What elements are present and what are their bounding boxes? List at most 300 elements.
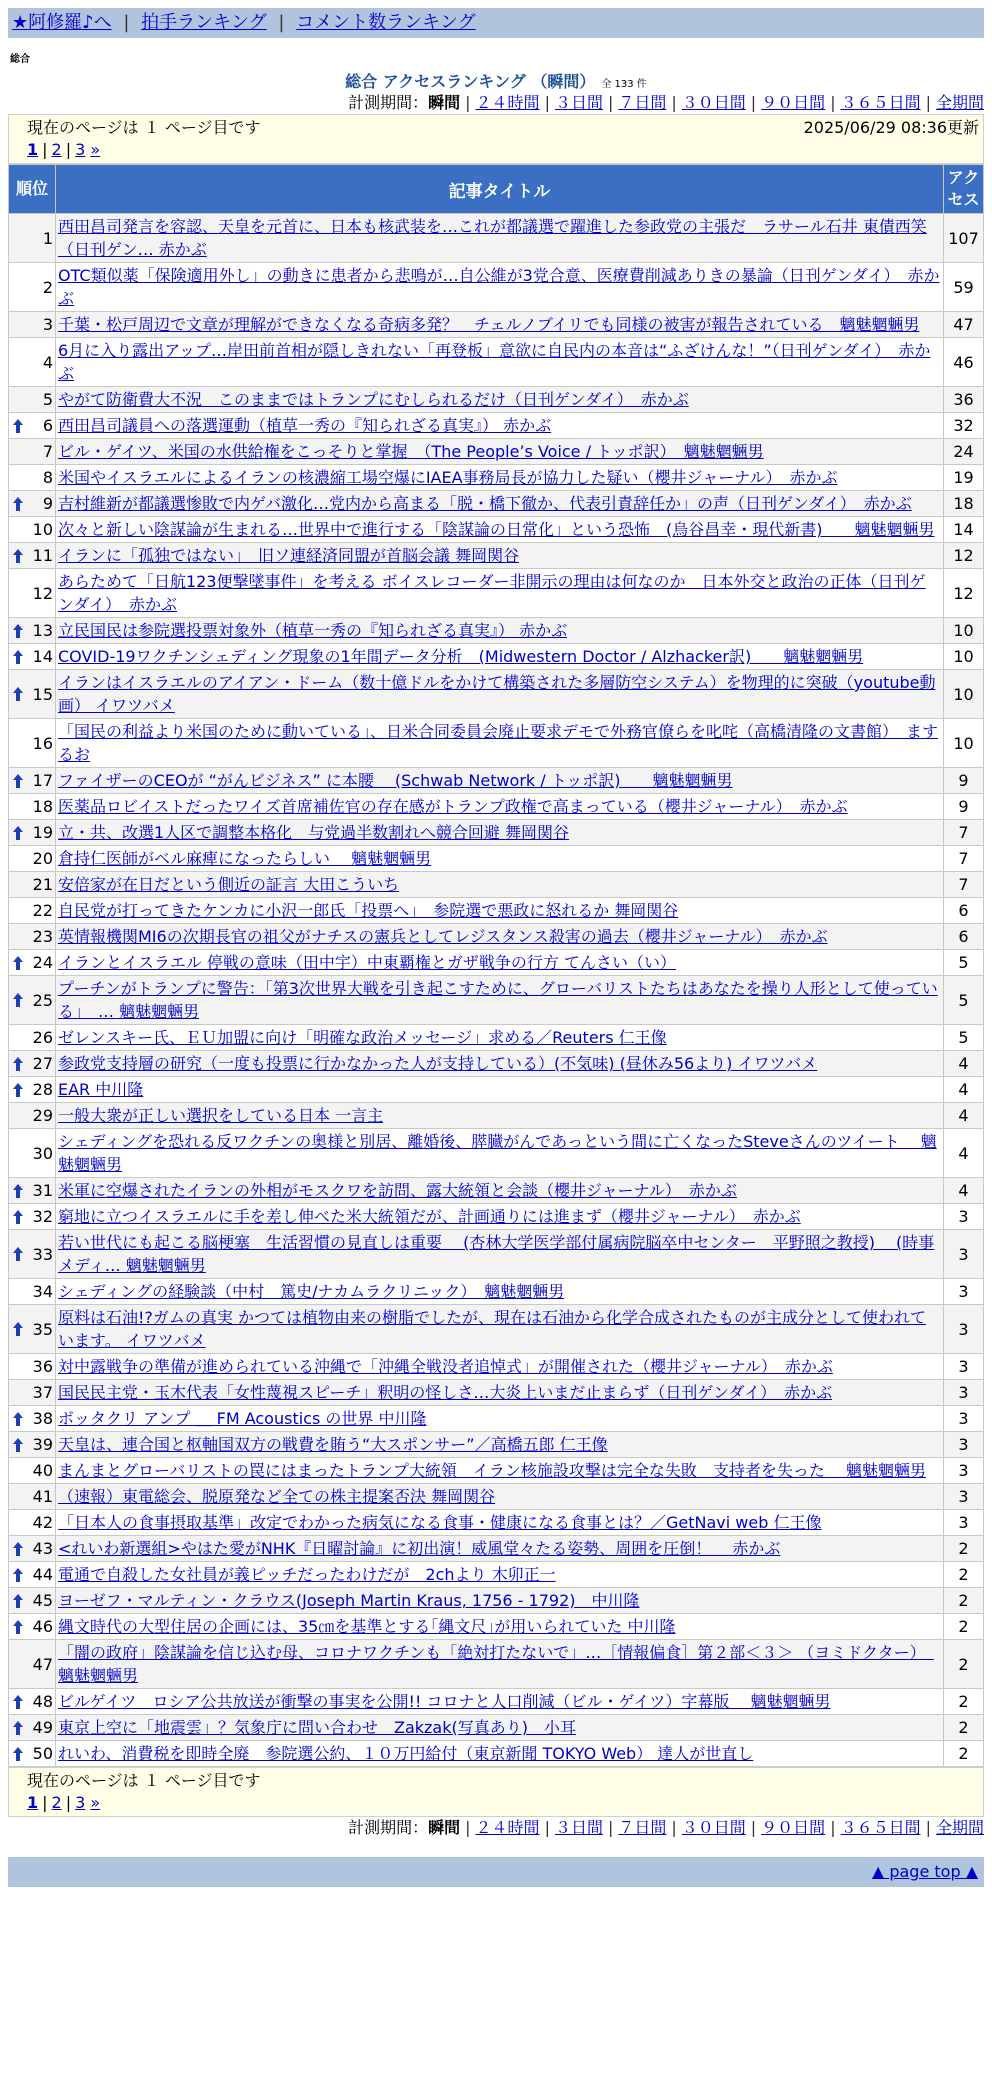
rank-cell [9,543,56,569]
article-link[interactable]: 若い世代にも起こる脳梗塞 生活習慣の見直しは重要 (杏林大学医学部付属病院脳卒中センター 平野照之教授) (時事メディ… 魑魅魍魎男 [58,1233,935,1275]
article-link[interactable]: 電通で自殺した女社員が義ピッチだったわけだが 2chより 木卯正一 [58,1565,556,1584]
title-cell [56,1432,944,1458]
table-row [9,1536,984,1562]
article-link[interactable]: 東京上空に「地震雲」？気象庁に問い合わせ Zakzak(写真あり) 小耳 [58,1718,576,1737]
title-cell [56,1051,944,1077]
up-arrow-icon [12,1321,24,1337]
period-link[interactable]: ７日間 [618,1818,667,1837]
access-count: 3 [944,1458,984,1484]
table-row [9,820,984,846]
article-link[interactable]: 自民党が打ってきたケンカに小沢一郎氏「投票へ」 参院選で悪政に怒れるか 舞岡関谷 [58,901,679,920]
article-link[interactable]: 医薬品ロビイストだったワイズ首席補佐官の存在感がトランプ政権で高まっている（櫻井ジャーナル） 赤かぶ [58,797,848,816]
period-link[interactable]: ９０日間 [761,93,826,112]
rank-number: 11 [32,546,53,565]
rank-cell [9,569,56,618]
rank-number: 21 [32,875,53,894]
period-separator: | [671,1818,677,1837]
rank-cell [9,719,56,768]
period-separator: | [465,1818,471,1837]
access-count: 14 [944,517,984,543]
table-row [9,1741,984,1767]
access-count: 3 [944,1432,984,1458]
title-cell [56,924,944,950]
rank-number: 46 [32,1617,53,1636]
pager-separator: | [65,140,72,159]
period-separator: | [750,1818,757,1837]
access-count: 3 [944,1510,984,1536]
next-page-link[interactable]: » [90,140,101,159]
access-count: 7 [944,872,984,898]
article-link[interactable]: 「国民の利益より米国のために動いている」、日米合同委員会廃止要求デモで外務官僚らを叱咤（高橋清隆の文書館） まするお [58,722,939,764]
rank-number: 34 [32,1282,53,1301]
article-link[interactable]: シェディングを恐れる反ワクチンの奥様と別居、離婚後、膵臓がんであっという間に亡くなったSteveさんのツイート 魑魅魍魎男 [58,1132,937,1174]
rank-number: 10 [32,520,53,539]
page-link[interactable]: 1 [27,1793,39,1812]
up-arrow-icon [12,773,24,789]
article-link[interactable]: イランとイスラエル 停戦の意味（田中宇）中東覇権とガザ戦争の行方 てんさい（い） [58,953,677,972]
period-separator: | [830,1818,836,1837]
rank-cell [9,1406,56,1432]
rank-number: 49 [32,1718,53,1737]
title-cell [56,1380,944,1406]
table-row [9,950,984,976]
table-row [9,1204,984,1230]
rank-cell [9,1279,56,1305]
home-link[interactable]: ★阿修羅♪へ [12,12,112,33]
updated-timestamp: 2025/06/29 08:36更新 [803,118,979,137]
period-separator: | [925,1818,931,1837]
table-row [9,1305,984,1354]
nav-separator: | [278,12,285,33]
rank-number: 35 [32,1319,53,1339]
access-count: 4 [944,1129,984,1178]
article-link[interactable]: 原料は石油!?ガムの真実 かつては植物由来の樹脂でしたが、現在は石油から化学合成されたものが主成分として使われています。 イワツバメ [58,1308,926,1350]
table-row [9,768,984,794]
table-row [9,1230,984,1279]
rank-number: 38 [32,1409,53,1428]
access-count: 2 [944,1741,984,1767]
period-label: 計測期間： [348,1818,429,1837]
access-count: 10 [944,719,984,768]
period-link[interactable]: 全期間 [935,1818,984,1837]
title-cell [56,794,944,820]
table-row [9,214,984,263]
article-link[interactable]: プーチンがトランプに警告：「第3次世界大戦を引き起こすために、グローバリストたちはあなたを操り人形として使っている」 … 魑魅魍魎男 [58,979,938,1021]
rank-number: 1 [42,228,53,248]
rank-number: 44 [32,1565,53,1584]
title-cell [56,1178,944,1204]
article-link[interactable]: 窮地に立つイスラエルに手を差し伸べた米大統領だが、計画通りには進まず（櫻井ジャーナル） 赤かぶ [58,1207,801,1226]
period-link[interactable]: 全期間 [935,93,984,112]
article-link[interactable]: 英情報機関MI6の次期長官の祖父がナチスの憲兵としてレジスタンス殺害の過去（櫻井ジャーナル） 赤かぶ [58,927,828,946]
table-row [9,1614,984,1640]
rank-cell [9,1741,56,1767]
access-count: 2 [944,1640,984,1689]
rank-number: 13 [32,621,53,640]
access-count: 6 [944,924,984,950]
period-separator: | [830,93,836,112]
nav-separator: | [123,12,130,33]
article-link[interactable]: 立民国民は参院選投票対象外（植草一秀の『知られざる真実』） 赤かぶ [58,621,568,640]
article-link[interactable]: イランはイスラエルのアイアン・ドーム（数十億ドルをかけて構築された多層防空システム）を物理的に突破（youtube動画） イワツバメ [58,673,936,715]
title-cell [56,1077,944,1103]
access-count: 7 [944,846,984,872]
title-cell [56,1536,944,1562]
up-arrow-icon [12,1593,24,1609]
access-count: 2 [944,1562,984,1588]
table-row [9,439,984,465]
rank-number: 50 [32,1744,53,1763]
rank-cell [9,924,56,950]
title-cell [56,1204,944,1230]
up-arrow-icon [12,1209,24,1225]
page-link[interactable]: 2 [51,1793,62,1812]
rank-cell [9,644,56,670]
access-count: 4 [944,1051,984,1077]
period-selector [8,92,984,114]
rank-number: 14 [32,647,53,666]
period-link[interactable]: ２４時間 [475,1818,540,1837]
article-link[interactable]: 西田昌司議員への落選運動（植草一秀の『知られざる真実』） 赤かぶ [58,416,552,435]
access-count: 24 [944,439,984,465]
up-arrow-icon [12,1411,24,1427]
period-link[interactable]: ３日間 [554,93,603,112]
up-arrow-icon [12,1720,24,1736]
rank-cell [9,465,56,491]
period-link[interactable]: ３０日間 [681,1818,746,1837]
table-row [9,1103,984,1129]
title-cell [56,1510,944,1536]
rank-number: 16 [32,733,53,753]
rank-cell [9,1230,56,1279]
rank-number: 30 [32,1143,53,1163]
article-link[interactable]: 立・共、改選1人区で調整本格化 与党過半数割れへ競合回避 舞岡関谷 [58,823,569,842]
rank-cell [9,1640,56,1689]
rank-cell [9,439,56,465]
page-link[interactable]: 2 [51,140,62,159]
rank-number: 25 [32,990,53,1010]
comment-ranking-link[interactable]: コメント数ランキング [296,12,476,33]
article-link[interactable]: ファイザーのCEOが “がんビジネス” に本腰 (Schwab Network / トッポ訳) 魑魅魍魎男 [58,771,733,790]
article-link[interactable]: ボッタクリ アンプ ＿ FM Acoustics の世界 中川隆 [58,1409,427,1428]
rank-cell [9,1051,56,1077]
period-separator: | [750,93,757,112]
access-count: 47 [944,312,984,338]
page-link[interactable]: 3 [75,1793,86,1812]
up-arrow-icon [12,649,24,665]
page-top-link[interactable]: ▲ page top ▲ [871,1862,978,1881]
rank-cell [9,1689,56,1715]
up-arrow-icon [12,1567,24,1583]
rank-cell [9,1077,56,1103]
access-count: 10 [944,644,984,670]
period-separator: | [465,93,471,112]
rank-number: 2 [42,277,53,297]
table-row [9,1129,984,1178]
category-label: 総合 [10,54,30,65]
period-separator: | [607,1818,614,1837]
title-cell [56,1458,944,1484]
table-row [9,1279,984,1305]
title-cell [56,1103,944,1129]
applause-ranking-link[interactable]: 拍手ランキング [141,12,267,33]
title-cell [56,768,944,794]
rank-cell [9,1536,56,1562]
up-arrow-icon [12,1082,24,1098]
table-row [9,1051,984,1077]
table-row [9,491,984,517]
article-link[interactable]: シェディングの経験談（中村 篤史/ナカムラクリニック） 魑魅魍魎男 [58,1282,565,1301]
table-row [9,387,984,413]
access-count: 2 [944,1689,984,1715]
rank-number: 26 [32,1028,53,1047]
period-link[interactable]: ３０日間 [681,93,746,112]
access-count: 4 [944,1077,984,1103]
table-row [9,338,984,387]
title-cell [56,618,944,644]
table-row [9,976,984,1025]
title-cell [56,976,944,1025]
rank-number: 28 [32,1080,53,1099]
table-row [9,794,984,820]
access-count: 12 [944,543,984,569]
table-row [9,1354,984,1380]
rank-cell [9,1510,56,1536]
table-row [9,1406,984,1432]
rank-cell [9,1305,56,1354]
article-link[interactable]: 参政党支持層の研究（一度も投票に行かなかった人が支持している）(不気味) (昼休み56より) イワツバメ [58,1054,818,1073]
rank-cell [9,1354,56,1380]
title-cell [56,872,944,898]
rank-cell [9,1588,56,1614]
up-arrow-icon [12,418,24,434]
article-link[interactable]: れいわ、消費税を即時全廃 参院選公約、１０万円給付（東京新聞 TOKYO Web） 達人が世直し [58,1744,754,1763]
col-rank-header: 順位 [9,165,56,214]
period-link[interactable]: ２４時間 [475,93,540,112]
rank-cell [9,1129,56,1178]
access-count: 3 [944,1204,984,1230]
rank-cell [9,846,56,872]
title-cell [56,644,944,670]
rank-number: 48 [32,1692,53,1711]
table-row [9,465,984,491]
title-cell [56,1614,944,1640]
title-cell [56,517,944,543]
rank-number: 27 [32,1054,53,1073]
access-count: 5 [944,950,984,976]
access-count: 3 [944,1279,984,1305]
article-link[interactable]: 「闇の政府」陰謀論を信じ込む母、コロナワクチンも「絶対打たないで」…［情報偏食］第２部＜３＞ （ヨミドクター） 魑魅魍魎男 [58,1643,934,1685]
rank-number: 31 [32,1181,53,1200]
access-count: 107 [944,214,984,263]
table-row [9,644,984,670]
article-link[interactable]: 安倍家が在日だという側近の証言 大田こういち [58,875,400,894]
page-link[interactable]: 1 [27,140,39,159]
table-row [9,846,984,872]
title-cell [56,1640,944,1689]
table-row [9,1588,984,1614]
article-link[interactable]: ビル・ゲイツ、米国の水供給権をこっそりと掌握 （The People’s Voice / トッポ訳） 魑魅魍魎男 [58,442,764,461]
title-cell [56,1129,944,1178]
rank-number: 15 [32,684,53,704]
article-link[interactable]: 米国やイスラエルによるイランの核濃縮工場空爆にIAEA事務局長が協力した疑い（櫻井ジャーナル） 赤かぶ [58,468,838,487]
access-count: 2 [944,1536,984,1562]
article-link[interactable]: イランに「孤独ではない」 旧ソ連経済同盟が首脳会議 舞岡関谷 [58,546,520,565]
footer-bar [8,1857,984,1887]
table-row [9,1025,984,1051]
rank-cell [9,1562,56,1588]
period-label: 計測期間： [348,93,429,112]
article-link[interactable]: OTC類似薬「保険適用外し」の動きに患者から悲鳴が…自公維が3党合意、医療費削減ありきの暴論（日刊ゲンダイ） 赤かぶ [58,266,940,308]
table-row [9,1640,984,1689]
access-count: 3 [944,1354,984,1380]
article-link[interactable]: まんまとグローバリストの罠にはまったトランプ大統領 イラン核施設攻撃は完全な失敗 支持者を失った 魑魅魍魎男 [58,1461,926,1480]
pager [27,139,981,161]
rank-cell [9,517,56,543]
rank-number: 23 [32,927,53,946]
rank-number: 47 [32,1654,53,1674]
access-count: 10 [944,670,984,719]
article-link[interactable]: 倉持仁医師がベル麻痺になったらしい 魑魅魍魎男 [58,849,432,868]
title-cell [56,1715,944,1741]
period-separator: | [671,93,677,112]
rank-cell [9,1458,56,1484]
period-link[interactable]: ３日間 [554,1818,603,1837]
rank-cell [9,1432,56,1458]
rank-cell [9,338,56,387]
article-link[interactable]: 千葉・松戸周辺で文章が理解ができなくなる奇病多発？ チェルノブイリでも同様の被害が報告されている 魑魅魍魎男 [58,315,920,334]
up-arrow-icon [12,1183,24,1199]
article-link[interactable]: 天皇は、連合国と枢軸国双方の戦費を賄う“大スポンサー”／高橋五郎 仁王像 [58,1435,608,1454]
access-count: 12 [944,569,984,618]
access-count: 3 [944,1484,984,1510]
table-header-row [9,165,984,214]
page-title: 総合 アクセスランキング （瞬間） [345,72,596,91]
rank-number: 29 [32,1106,53,1125]
article-link[interactable]: 「日本人の食事摂取基準」改定でわかった病気になる食事・健康になる食事とは？／GetNavi web 仁王像 [58,1513,822,1532]
rank-cell [9,794,56,820]
article-link[interactable]: 次々と新しい陰謀論が生まれる…世界中で進行する「陰謀論の日常化」という恐怖 (烏谷昌幸・現代新書) 魑魅魍魎男 [58,520,935,539]
table-row [9,543,984,569]
article-link[interactable]: 米軍に空爆されたイランの外相がモスクワを訪問、露大統領と会談（櫻井ジャーナル） 赤かぶ [58,1181,737,1200]
table-row [9,517,984,543]
table-row [9,1432,984,1458]
title-cell [56,1230,944,1279]
article-link[interactable]: ビルゲイツ ロシア公共放送が衝撃の事実を公開!! コロナと人口削減（ビル・ゲイツ）字幕版 魑魅魍魎男 [58,1692,831,1711]
rank-number: 7 [42,442,53,461]
article-link[interactable]: COVID-19ワクチンシェディング現象の1年間データ分析 (Midwestern Doctor / Alzhacker訳) 魑魅魍魎男 [58,647,864,666]
article-link[interactable]: 吉村維新が都議選惨敗で内ゲバ激化…党内から高まる「脱・橋下徹か、代表引責辞任か」の声（日刊ゲンダイ） 赤かぶ [58,494,912,513]
rank-number: 6 [42,416,53,435]
page-info-bottom [8,1767,984,1817]
col-access-header: アクセス [944,165,984,214]
title-cell [56,1588,944,1614]
period-link[interactable]: ３６５日間 [840,1818,921,1837]
table-row [9,1077,984,1103]
title-cell [56,491,944,517]
rank-number: 40 [32,1461,53,1480]
article-link[interactable]: EAR 中川隆 [58,1080,144,1099]
title-cell [56,719,944,768]
article-link[interactable]: あらためて「日航123便撃墜事件」を考える ボイスレコーダー非開示の理由は何なのか 日本外交と政治の正体（日刊ゲンダイ） 赤かぶ [58,572,926,614]
article-link[interactable]: 国民民主党・玉木代表「女性蔑視スピーチ」釈明の怪しさ…大炎上いまだ止まらず（日刊ゲンダイ） 赤かぶ [58,1383,833,1402]
period-selector [8,1817,984,1839]
up-arrow-icon [12,1437,24,1453]
rank-number: 22 [32,901,53,920]
up-arrow-icon [12,686,24,702]
rank-cell [9,820,56,846]
access-count: 3 [944,1305,984,1354]
period-current: 瞬間 [428,1818,461,1837]
table-row [9,719,984,768]
table-row [9,1510,984,1536]
up-arrow-icon [12,1746,24,1762]
title-cell [56,846,944,872]
period-link[interactable]: ９０日間 [761,1818,826,1837]
article-link[interactable]: ゼレンスキー氏、ＥＵ加盟に向け「明確な政治メッセージ」求める／Reuters 仁王像 [58,1028,667,1047]
article-link[interactable]: 対中露戦争の準備が進められている沖縄で「沖縄全戦没者追悼式」が開催された（櫻井ジャーナル） 赤かぶ [58,1357,833,1376]
rank-number: 37 [32,1383,53,1402]
page-link[interactable]: 3 [75,140,86,159]
rank-number: 9 [42,494,53,513]
table-row [9,1380,984,1406]
title-cell [56,214,944,263]
title-cell [56,312,944,338]
period-link[interactable]: ７日間 [618,93,667,112]
access-count: 6 [944,898,984,924]
title-cell [56,387,944,413]
rank-cell [9,950,56,976]
access-count: 9 [944,794,984,820]
access-count: 5 [944,976,984,1025]
title-cell [56,1025,944,1051]
article-link[interactable]: ヨーゼフ・マルティン・クラウス(Joseph Martin Kraus, 1756 - 1792) 中川隆 [58,1591,640,1610]
period-link[interactable]: ３６５日間 [840,93,921,112]
table-row [9,1458,984,1484]
rank-cell [9,1204,56,1230]
title-cell [56,1406,944,1432]
article-link[interactable]: （速報）東電総会、脱原発など全ての株主提案否決 舞岡関谷 [58,1487,496,1506]
up-arrow-icon [12,992,24,1008]
article-link[interactable]: やがて防衛費大不況 このままではトランプにむしられるだけ（日刊ゲンダイ） 赤かぶ [58,390,689,409]
rank-number: 39 [32,1435,53,1454]
up-arrow-icon [12,1541,24,1557]
pager-separator: | [42,140,48,159]
rank-cell [9,1614,56,1640]
next-page-link[interactable]: » [90,1793,101,1812]
article-link[interactable]: 西田昌司発言を容認、天皇を元首に、日本も核武装を…これが都議選で躍進した参政党の主張だ ラサール石井 東債西笑（日刊ゲン… 赤かぶ [58,217,927,259]
article-link[interactable]: 6月に入り露出アップ…岸田前首相が隠しきれない「再登板」意欲に自民内の本音は“ふざけんな！”（日刊ゲンダイ） 赤かぶ [58,341,931,383]
rank-number: 8 [42,468,53,487]
article-link[interactable]: 一般大衆が正しい選択をしている日本 一言主 [58,1106,384,1125]
article-link[interactable]: <れいわ新選組>やはた愛がNHK『日曜討論』に初出演！威風堂々たる姿勢、周囲を圧倒！ 赤かぶ [58,1539,781,1558]
article-link[interactable]: 縄文時代の大型住居の企画には、35㎝を基準とする｢縄文尺｣が用いられていた 中川隆 [58,1617,676,1636]
rank-cell [9,263,56,312]
page-info-top [8,114,984,164]
table-row [9,1715,984,1741]
title-cell [56,1354,944,1380]
access-count: 3 [944,1406,984,1432]
rank-cell [9,618,56,644]
rank-number: 20 [32,849,53,868]
title-cell [56,1562,944,1588]
up-arrow-icon [12,1246,24,1262]
rank-cell [9,1380,56,1406]
title-cell [56,1689,944,1715]
table-row [9,1484,984,1510]
table-row [9,263,984,312]
table-row [9,1178,984,1204]
